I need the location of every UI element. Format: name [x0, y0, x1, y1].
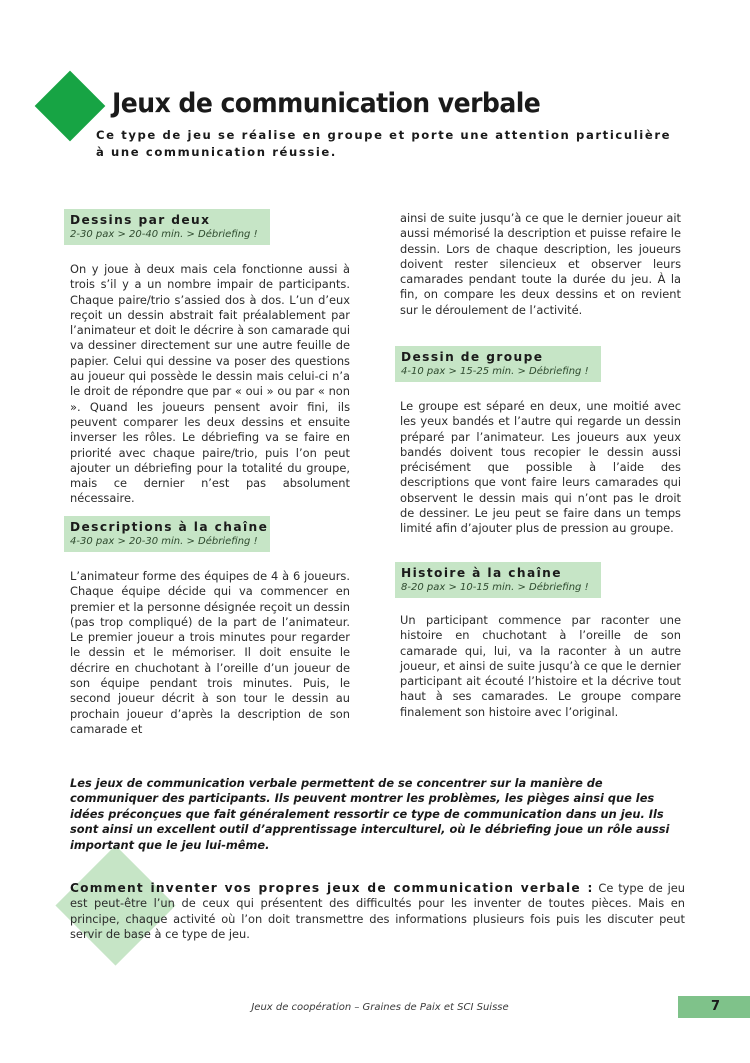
game-header-descriptions-a-la-chaine [64, 516, 270, 552]
game-description-dessin-de-groupe: Le groupe est séparé en deux, une moitié avec les yeux bandés et l’autre qui regarde un dessin préparé par l’animateur. Les joueurs aux yeux bandés doivent tous recopier le dessin aussi précisément que possible à l’aide des descriptions que vont faire leurs camarades qui observent le dessin mais qui n’ont pas le droit de dessiner. Le jeu peut se faire dans un temps limité afin d’ajouter plus de pression au groupe. [400, 399, 681, 536]
invent-heading: Comment inventer vos propres jeux de communication verbale : [70, 881, 594, 895]
game-meta: 2-30 pax > 20-40 min. > Débriefing ! [70, 229, 258, 240]
footer-text: Jeux de coopération – Graines de Paix et SCI Suisse [251, 1002, 509, 1013]
game-meta: 4-10 pax > 15-25 min. > Débriefing ! [401, 366, 589, 377]
game-description-descriptions-a-la-chaine: L’animateur forme des équipes de 4 à 6 joueurs. Chaque équipe décide qui va commencer en premier et la personne désignée reçoit un dessin (pas trop compliqué) de la part de l’animateur. Le premier joueur a trois minutes pour regarder le dessin et le mémoriser. Il doit ensuite le décrire en chuchotant à l’oreille d’un joueur de son équipe pendant trois minutes. Puis, le second joueur décrit à son tour le dessin au prochain joueur d’après la description de son camarade et [70, 569, 350, 736]
game-title: Descriptions à la chaîne [70, 520, 269, 534]
page-subtitle: Ce type de jeu se réalise en groupe et porte une attention particulière à une communication réussie. [96, 128, 672, 159]
game-title: Dessin de groupe [401, 350, 544, 364]
invent-text: Ce type de jeu est peut-être l’un de ceux qui présentent des difficultés pour les inventer de toutes pièces. Mais en principe, chaque activité où l’on doit transmettre des informations plusieurs fois puis les discuter peut servir de base à ce type de jeu. [70, 881, 685, 942]
invent-paragraph [70, 881, 685, 943]
conclusion-paragraph: Les jeux de communication verbale permettent de se concentrer sur la manière de communiquer des participants. Ils peuvent montrer les problèmes, les pièges ainsi que les idées préconçues que fait généralement ressortir ce type de communication dans un jeu. Ils sont ainsi un excellent outil d’apprentissage interculturel, où le débriefing joue un rôle aussi important que le jeu lui-même. [70, 776, 670, 852]
game-header-histoire-a-la-chaine [395, 562, 601, 598]
game-header-dessins-par-deux [64, 209, 270, 245]
game-title: Dessins par deux [70, 213, 211, 227]
page-title: Jeux de communication verbale [112, 88, 541, 119]
page-number: 7 [710, 999, 720, 1014]
game-title: Histoire à la chaîne [401, 566, 562, 580]
game-header-dessin-de-groupe [395, 346, 601, 382]
page-number-tab [678, 996, 750, 1018]
game-meta: 4-30 pax > 20-30 min. > Débriefing ! [70, 536, 258, 547]
game-description-histoire-a-la-chaine: Un participant commence par raconter une histoire en chuchotant à l’oreille de son camarade qui, lui, va la raconter à un autre joueur, et ainsi de suite jusqu’à ce que le dernier participant ait écouté l’histoire et la décrive tout haut à ses camarades. Le groupe compare finalement son histoire avec l’original. [400, 613, 681, 719]
game-description-dessins-par-deux: On y joue à deux mais cela fonctionne aussi à trois s’il y a un nombre impair de participants. Chaque paire/trio s’assied dos à dos. L’un d’eux reçoit un dessin abstrait fait préalablement par l’animateur et doit le décrire à son camarade qui va dessiner directement sur une autre feuille de papier. Celui qui dessine va poser des questions au joueur qui possède le dessin mais celui-ci n’a le droit de répondre que par « oui » ou par « non ». Quand les joueurs pensent avoir fini, ils peuvent comparer les deux dessins et ensuite inverser les rôles. Le débriefing va se faire en priorité avec chaque paire/trio, puis l’on peut ajouter un débriefing pour la totalité du groupe, mais ce dernier n’est pas absolument nécessaire. [70, 262, 350, 506]
game-description-continued: ainsi de suite jusqu’à ce que le dernier joueur ait aussi mémorisé la description et puisse refaire le dessin. Lors de chaque description, les joueurs doivent rester silencieux et observer leurs camarades pendant toute la durée du jeu. À la fin, on compare les deux dessins et on revient sur le déroulement de l’activité. [400, 211, 681, 317]
game-meta: 8-20 pax > 10-15 min. > Débriefing ! [401, 582, 589, 593]
header-diamond-icon [35, 71, 106, 142]
